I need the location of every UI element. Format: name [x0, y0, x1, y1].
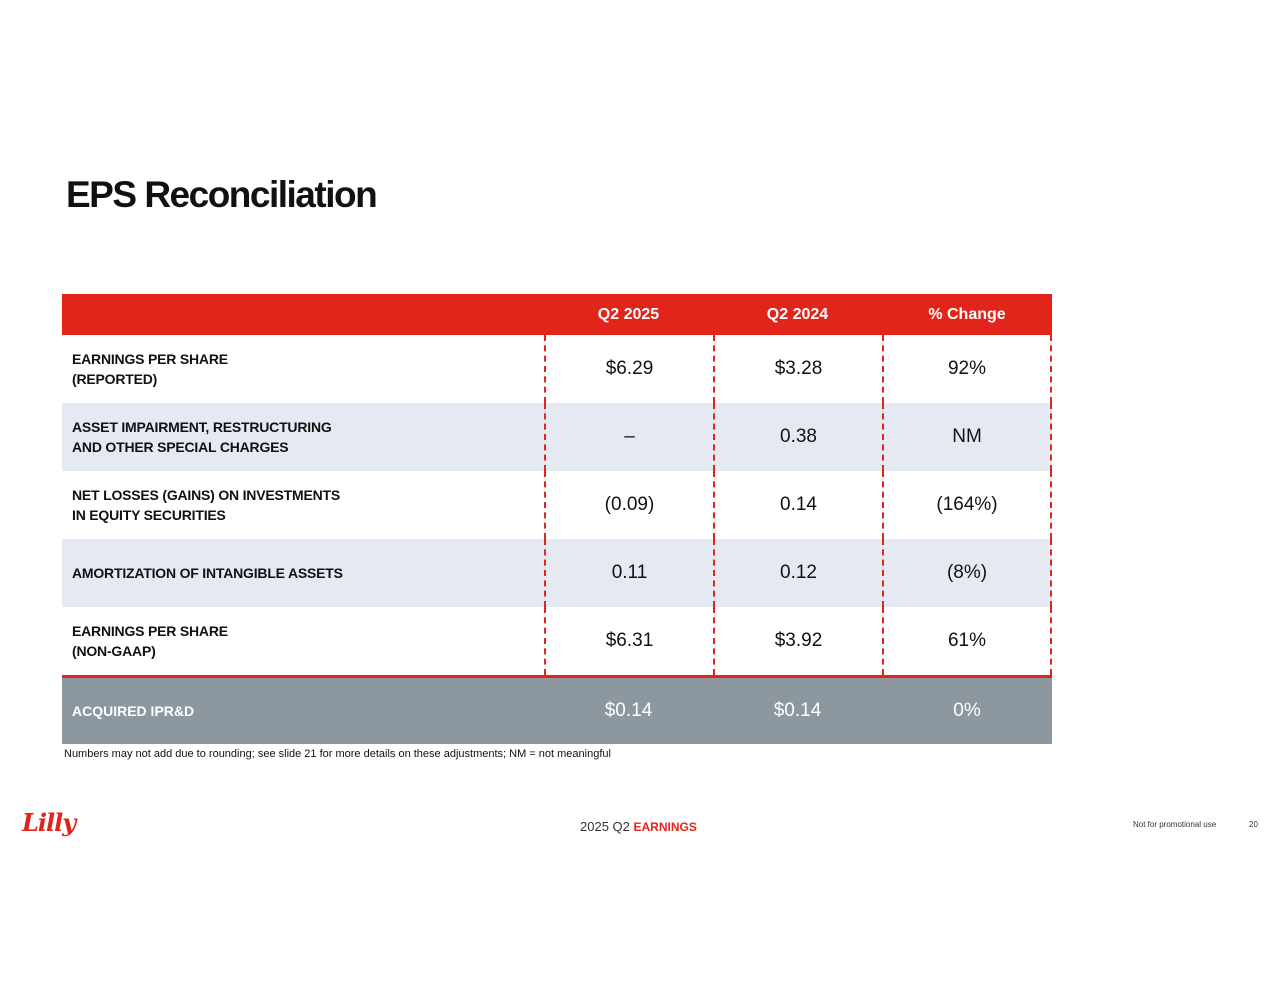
- row-label: NET LOSSES (GAINS) ON INVESTMENTS IN EQUITY SECURITIES: [72, 487, 340, 523]
- q2-2025-value: $6.29: [544, 335, 713, 403]
- percent-change-value: (164%): [882, 471, 1052, 539]
- header-q2-2024: Q2 2024: [766, 305, 829, 323]
- not-for-promotional-use: Not for promotional use: [1133, 820, 1217, 829]
- q2-2025-value: 0.11: [544, 539, 713, 607]
- table-header-row: [62, 294, 1052, 335]
- q2-2025-value: –: [544, 403, 713, 471]
- header-percent-change: % Change: [928, 305, 1006, 323]
- acquired-iprd-row: [62, 678, 1052, 744]
- header-label-cell: [62, 294, 544, 335]
- table-row: [62, 539, 1052, 607]
- q2-2024-value: $0.14: [773, 700, 822, 721]
- percent-change-value: 92%: [882, 335, 1052, 403]
- q2-2024-value: $3.92: [713, 607, 882, 675]
- row-label: AMORTIZATION OF INTANGIBLE ASSETS: [72, 565, 343, 581]
- row-label: ASSET IMPAIRMENT, RESTRUCTURING AND OTHER SPECIAL CHARGES: [72, 419, 332, 455]
- percent-change-value: NM: [882, 403, 1052, 471]
- q2-2024-value: 0.38: [713, 403, 882, 471]
- percent-change-value: (8%): [882, 539, 1052, 607]
- percent-change-value: 0%: [953, 700, 981, 721]
- page-title: EPS Reconciliation: [66, 174, 377, 215]
- q2-2024-value: 0.14: [713, 471, 882, 539]
- q2-2025-value: $0.14: [604, 700, 653, 721]
- q2-2024-value: 0.12: [713, 539, 882, 607]
- eps-reconciliation-table: [62, 294, 1052, 744]
- page-number: 20: [1249, 820, 1258, 829]
- table-row: [62, 335, 1052, 403]
- table-row: [62, 471, 1052, 539]
- table-row: [62, 607, 1052, 678]
- lilly-logo: Lilly: [22, 808, 76, 837]
- table-row: [62, 403, 1052, 471]
- row-label: EARNINGS PER SHARE (REPORTED): [72, 351, 228, 387]
- q2-2025-value: $6.31: [544, 607, 713, 675]
- q2-2024-value: $3.28: [713, 335, 882, 403]
- percent-change-value: 61%: [882, 607, 1052, 675]
- header-q2-2025: Q2 2025: [597, 305, 660, 323]
- q2-2025-value: (0.09): [544, 471, 713, 539]
- footer-quarter-label: 2025 Q2 EARNINGS: [580, 819, 697, 834]
- row-label: ACQUIRED IPR&D: [72, 703, 195, 719]
- footnote: Numbers may not add due to rounding; see slide 21 for more details on these adjustments; NM = not meaningful: [64, 748, 611, 760]
- row-label: EARNINGS PER SHARE (NON-GAAP): [72, 623, 228, 659]
